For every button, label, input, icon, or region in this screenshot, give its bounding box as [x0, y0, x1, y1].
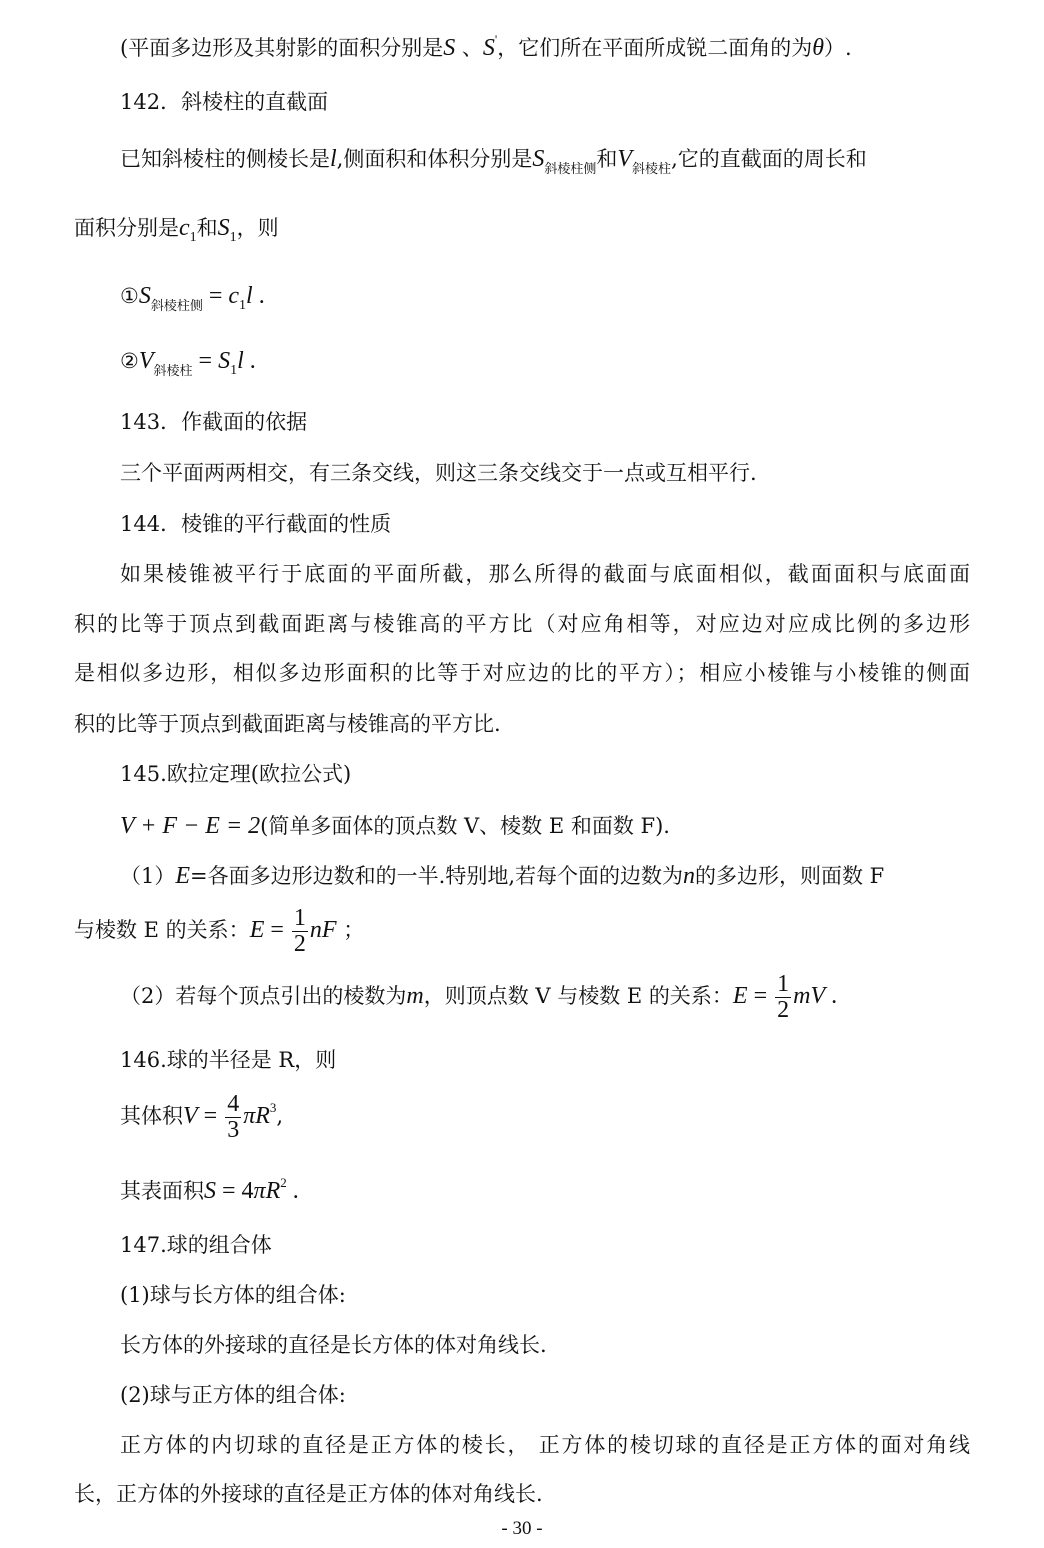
- page-number: - 30 -: [501, 1518, 543, 1539]
- fraction-one-half: [292, 906, 308, 957]
- exponent: 3: [269, 1100, 277, 1116]
- math-theta: θ: [812, 35, 825, 61]
- period: .: [825, 983, 838, 1010]
- projection-area-note: [120, 32, 852, 63]
- text: (平面多边形及其射影的面积分别是: [120, 36, 444, 60]
- section-144-line-4: 积的比等于顶点到截面距离与棱锥高的平方比.: [74, 712, 501, 736]
- text: （1）: [120, 864, 176, 888]
- subscript: 1: [189, 230, 197, 245]
- subscript: 斜棱柱: [632, 162, 672, 177]
- equals-sign: =: [264, 917, 290, 944]
- math-E: E: [249, 917, 265, 944]
- fraction-four-thirds: [225, 1092, 241, 1143]
- math-pi-R: πR: [253, 1178, 281, 1204]
- text: ，它们所在平面所成锐二面角的为: [497, 36, 813, 60]
- equals-four: = 4: [216, 1178, 254, 1204]
- denominator: 3: [227, 1117, 240, 1144]
- numerator: 1: [293, 905, 306, 931]
- math-E: E: [732, 983, 748, 1010]
- section-144-line-3: 是相似多边形，相似多边形面积的比等于对应边的比的平方）；相应小棱锥与小棱锥的侧面: [74, 661, 970, 685]
- subscript: 1: [230, 363, 238, 378]
- math-S: S: [204, 1178, 216, 1204]
- math-S: S: [532, 146, 545, 172]
- math-c: c: [228, 283, 240, 309]
- heading-146: 146.球的半径是 R，则: [120, 1048, 337, 1072]
- text: 和: [596, 147, 618, 171]
- circled-number: ①: [120, 284, 139, 308]
- prime-mark: ': [494, 32, 498, 47]
- sphere-surface-area: [120, 1175, 299, 1206]
- math-E: E: [175, 863, 191, 889]
- text: 的多边形，则面数 F: [695, 864, 885, 888]
- subsection-cuboid: (1)球与长方体的组合体:: [120, 1283, 346, 1307]
- subsection-cube-text-line-1: 正方体的内切球的直径是正方体的棱长， 正方体的棱切球的直径是正方体的面对角线: [120, 1433, 970, 1457]
- text: ；: [336, 918, 365, 943]
- period: .: [252, 283, 265, 309]
- math-m: m: [406, 983, 424, 1010]
- subsection-cube: (2)球与正方体的组合体:: [120, 1383, 346, 1407]
- exponent: 2: [280, 1175, 287, 1190]
- math-l: l: [330, 146, 337, 172]
- formula-lateral-area: [120, 282, 265, 315]
- math-S: S: [217, 215, 230, 241]
- sphere-volume: [120, 1092, 283, 1143]
- equals-sign: =: [192, 348, 219, 374]
- text: ,它的直截面的周长和: [671, 147, 867, 171]
- subscript: 1: [239, 298, 247, 313]
- math-mV: mV: [793, 983, 826, 1010]
- euler-item-2: [120, 972, 837, 1023]
- math-V: V: [138, 348, 154, 374]
- section-144-line-2: 积的比等于顶点到截面距离与棱锥高的平方比（对应角相等，对应边对应成比例的多边形: [74, 612, 970, 636]
- math-S: S: [443, 35, 456, 61]
- section-144-line-1: 如果棱锥被平行于底面的平面所截，那么所得的截面与底面相似，截面面积与底面面: [120, 562, 970, 586]
- equals-sign: =: [747, 983, 774, 1010]
- circled-number: ②: [120, 349, 139, 373]
- euler-item-1-line-2: [74, 906, 364, 957]
- subscript: 1: [229, 230, 237, 245]
- math-n: n: [683, 863, 695, 889]
- math-V: V: [183, 1103, 198, 1130]
- math-nF: nF: [309, 917, 337, 944]
- math-l: l: [237, 348, 244, 374]
- equals-sign: =: [202, 283, 229, 309]
- math-l: l: [246, 283, 253, 309]
- text: 其表面积: [120, 1179, 204, 1203]
- denominator: 2: [777, 997, 790, 1024]
- math-S: S: [138, 283, 151, 309]
- heading-142: 142．斜棱柱的直截面: [120, 90, 329, 114]
- denominator: 2: [293, 931, 306, 958]
- text: ,: [276, 1104, 284, 1129]
- numerator: 1: [777, 971, 790, 997]
- euler-item-1-line-1: [120, 862, 884, 891]
- text: (简单多面体的顶点数 V、棱数 E 和面数 F).: [260, 814, 670, 838]
- text: 和: [196, 216, 218, 240]
- oblique-prism-line-1: [120, 145, 867, 178]
- math-V: V: [617, 146, 633, 172]
- text: 面积分别是: [74, 216, 179, 240]
- subsection-cuboid-text: 长方体的外接球的直径是长方体的体对角线长.: [120, 1333, 547, 1357]
- text: 已知斜棱柱的侧棱长是: [120, 147, 330, 171]
- period: .: [243, 348, 256, 374]
- math-S-prime: S: [482, 35, 495, 61]
- text: =各面多边形边数和的一半.特别地,若每个面的边数为: [190, 864, 683, 888]
- text: ,侧面积和体积分别是: [336, 147, 533, 171]
- text: ，则: [236, 216, 279, 240]
- text: 、: [455, 36, 483, 60]
- text: （2）若每个顶点引出的棱数为: [120, 984, 407, 1009]
- subscript: 斜棱柱侧: [544, 162, 597, 177]
- text: ，则顶点数 V 与棱数 E 的关系：: [423, 984, 733, 1009]
- subsection-cube-text-line-2: 长，正方体的外接球的直径是正方体的体对角线长.: [74, 1482, 543, 1506]
- numerator: 4: [227, 1091, 240, 1117]
- heading-147: 147.球的组合体: [120, 1233, 272, 1257]
- section-143-text: 三个平面两两相交，有三条交线，则这三条交线交于一点或互相平行.: [120, 461, 757, 485]
- text: 其体积: [120, 1104, 183, 1129]
- euler-formula: [120, 812, 670, 841]
- text: 与棱数 E 的关系：: [74, 918, 250, 943]
- fraction-one-half: [775, 972, 791, 1023]
- formula-volume: [120, 347, 256, 380]
- period: .: [286, 1178, 299, 1204]
- subscript: 斜棱柱侧: [150, 299, 203, 314]
- subscript: 斜棱柱: [153, 364, 193, 379]
- math-euler: V + F − E = 2: [120, 813, 261, 839]
- oblique-prism-line-2: [74, 214, 279, 247]
- math-S: S: [218, 348, 231, 374]
- math-pi-R: πR: [243, 1103, 270, 1130]
- equals-sign: =: [197, 1103, 224, 1130]
- heading-144: 144．棱锥的平行截面的性质: [120, 512, 392, 536]
- text: ）.: [824, 36, 852, 60]
- heading-145: 145.欧拉定理(欧拉公式): [120, 762, 352, 786]
- heading-143: 143．作截面的依据: [120, 410, 308, 434]
- math-c: c: [179, 215, 190, 241]
